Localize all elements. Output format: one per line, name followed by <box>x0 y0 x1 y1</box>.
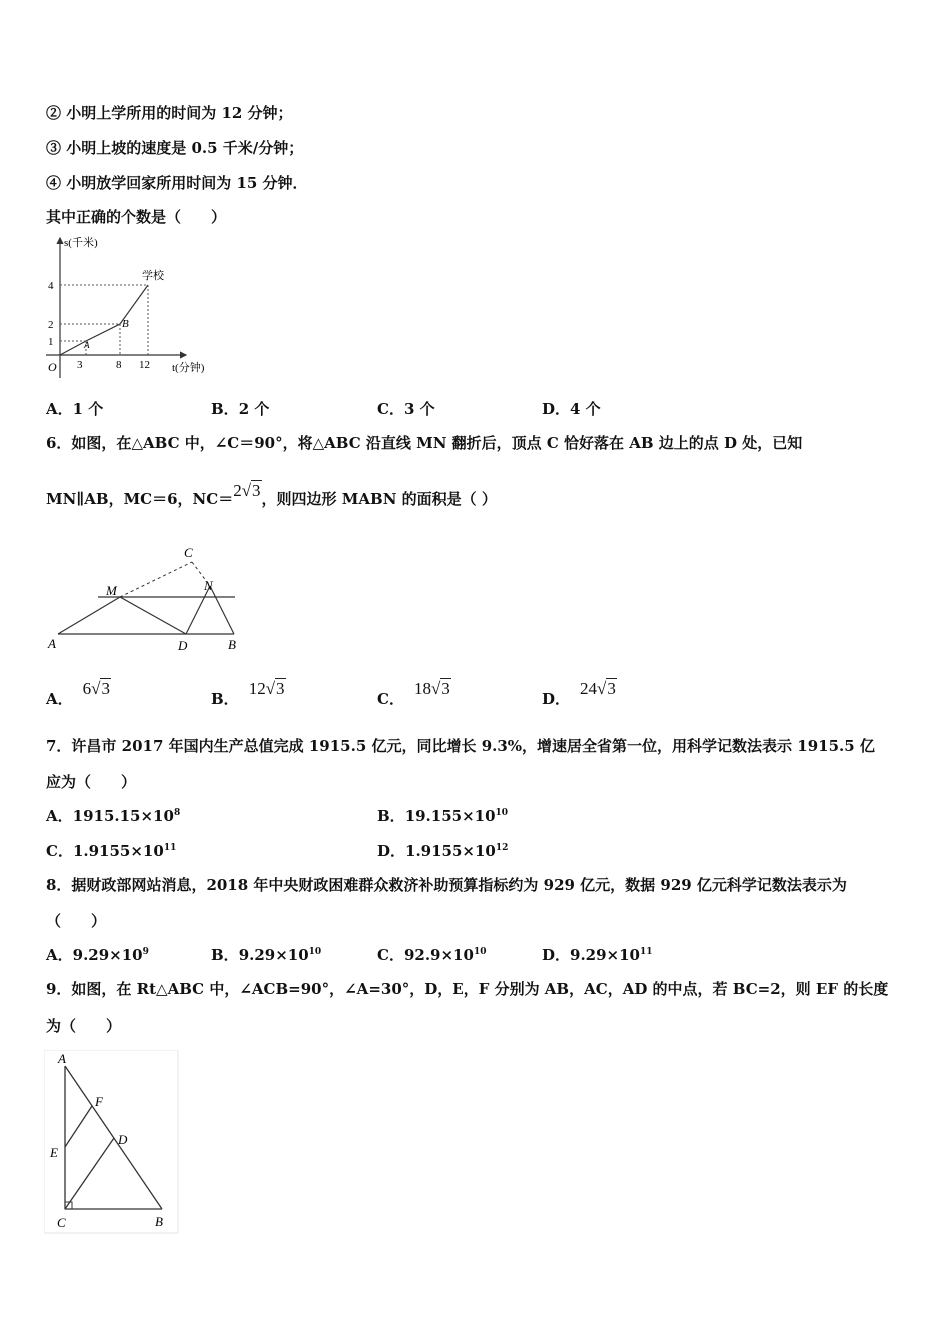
origin-label: O <box>48 360 57 374</box>
label-m: M <box>106 583 117 598</box>
q8-option-c[interactable]: C．$92.9\times 10^{10}$ <box>377 946 487 964</box>
q6-option-c[interactable]: C．18√3 <box>377 679 450 708</box>
q5-option-a[interactable]: A．1 个 <box>46 400 104 418</box>
school-label: 学校 <box>142 270 164 282</box>
q8-stem-line-2: （ ） <box>46 912 107 930</box>
y-tick-1: 1 <box>48 336 54 348</box>
q9-stem-line-1: 9．如图，在 Rt△ABC 中，∠ACB=90°，∠A=30°，D，E，F 分别为 AB，AC，AD 的中点，若 BC=2，则 EF 的长度 <box>46 980 889 998</box>
label-c: C <box>57 1215 66 1230</box>
segment-cd <box>65 1138 114 1209</box>
label-a: A <box>58 1051 66 1066</box>
q5-option-d[interactable]: D．4 个 <box>542 400 601 418</box>
q7-option-c[interactable]: C．$1.9155\times 10^{11}$ <box>46 842 177 860</box>
nc-value: 2√3 <box>233 481 261 500</box>
segment-nb <box>210 586 234 634</box>
q5-statement-4: ④ 小明放学回家所用时间为 15 分钟． <box>46 174 308 192</box>
x-axis-label: t(分钟) <box>172 362 205 374</box>
q8-option-b[interactable]: B．$9.29\times 10^{10}$ <box>211 946 322 964</box>
segment-mc-dashed <box>120 562 192 597</box>
label-a: A <box>48 636 56 651</box>
label-b: B <box>155 1214 163 1229</box>
q7-option-d[interactable]: D．$1.9155\times 10^{12}$ <box>377 842 509 860</box>
label-d: D <box>118 1132 128 1147</box>
q6-triangle-figure <box>40 540 250 655</box>
q5-statement-2: ② 小明上学所用的时间为 12 分钟； <box>46 104 293 122</box>
q7-option-a[interactable]: A．$1915.15\times 10^8$ <box>46 807 181 825</box>
label-c: C <box>184 545 193 560</box>
q6-option-a[interactable]: A．6√3 <box>46 679 110 708</box>
q8-stem-line-1: 8．据财政部网站消息，2018 年中央财政困难群众救济补助预算指标约为 929 亿元，数据 929 亿元科学记数法表示为 <box>46 876 847 894</box>
x-tick-3: 3 <box>77 359 83 371</box>
label-d: D <box>178 638 188 653</box>
graph-line <box>60 285 148 355</box>
point-a-label: A <box>84 340 90 350</box>
segment-ef <box>65 1106 92 1147</box>
y-axis-label: s(千米) <box>64 237 98 249</box>
q7-option-b[interactable]: B．$19.155\times 10^{10}$ <box>377 807 509 825</box>
label-b: B <box>228 637 236 652</box>
segment-am <box>58 597 120 634</box>
q5-distance-time-graph <box>40 232 230 382</box>
q6-stem-line-1: 6．如图，在△ABC 中，∠C＝90°，将△ABC 沿直线 MN 翻折后，顶点 C 恰好落在 AB 边上的点 D 处，已知 <box>46 434 803 452</box>
q7-stem-line-1: 7．许昌市 2017 年国内生产总值完成 1915.5 亿元，同比增长 9.3%，增速居全省第一位，用科学记数法表示 1915.5 亿 <box>46 737 875 755</box>
segment-dn <box>186 586 210 634</box>
q8-option-a[interactable]: A．$9.29\times 10^9$ <box>46 946 149 964</box>
y-tick-4: 4 <box>48 280 54 292</box>
y-tick-2: 2 <box>48 319 54 331</box>
q6-option-b[interactable]: B．12√3 <box>211 679 285 708</box>
q6-option-d[interactable]: D．24√3 <box>542 679 616 708</box>
q5-prompt: 其中正确的个数是（ ） <box>46 208 227 226</box>
x-tick-8: 8 <box>116 359 122 371</box>
q5-option-b[interactable]: B．2 个 <box>211 400 270 418</box>
q5-option-c[interactable]: C．3 个 <box>377 400 435 418</box>
q6-stem-line-2: MN∥AB，MC＝6，NC＝2√3，则四边形 MABN 的面积是（ ） <box>46 481 497 508</box>
segment-md <box>120 597 186 634</box>
q8-option-d[interactable]: D．$9.29\times 10^{11}$ <box>542 946 653 964</box>
q7-stem-line-2: 应为（ ） <box>46 773 137 791</box>
q9-right-triangle-figure <box>44 1050 180 1235</box>
label-e: E <box>50 1145 58 1160</box>
x-tick-12: 12 <box>139 359 150 371</box>
q5-statement-3: ③ 小明上坡的速度是 0.5 千米/分钟； <box>46 139 304 157</box>
q9-stem-line-2: 为（ ） <box>46 1017 122 1035</box>
label-n: N <box>204 578 213 593</box>
guide-lines <box>60 285 148 355</box>
point-b-label: B <box>122 318 129 330</box>
label-f: F <box>95 1094 103 1109</box>
